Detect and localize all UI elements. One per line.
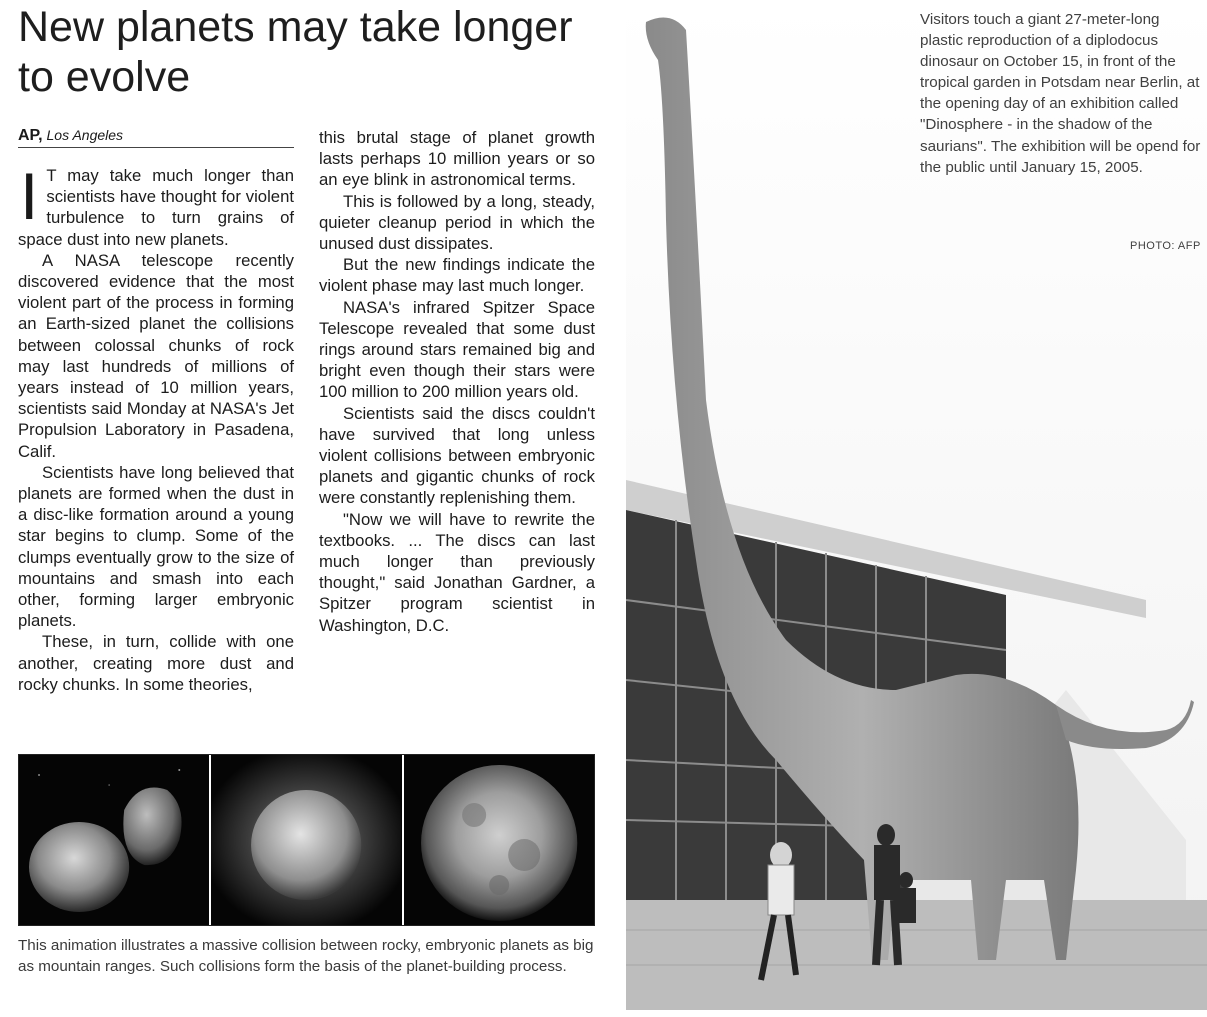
paragraph: Scientists said the discs couldn't have survived that long unless violent collisions between embryonic planets and gigantic chunks of rock were constantly replenishing them.: [319, 403, 595, 508]
paragraph: T may take much longer than scientists have thought for violent turbulence to turn grains of space dust into new planets.: [18, 166, 294, 249]
paragraph: These, in turn, collide with one another, creating more dust and rocky chunks. In some theories,: [18, 632, 294, 694]
byline: [18, 127, 294, 148]
article-column-2: [319, 127, 595, 636]
byline-agency: AP,: [18, 127, 43, 144]
dinosaur-photo-caption: Visitors touch a giant 27-meter-long plastic reproduction of a diplodocus dinosaur on October 15, in front of the tropical garden in Potsdam near Berlin, at the opening day of an exhibition called "Dinosphere - in the shadow of the saurians". The exhibition will be opend for the public until January 15, 2005.: [920, 11, 1201, 176]
planet-collision-photo: [18, 754, 595, 926]
paragraph: this brutal stage of planet growth lasts perhaps 10 million years or so an eye blink in astronomical terms.: [319, 128, 595, 190]
paragraph: Scientists have long believed that planets are formed when the dust in a disc-like formation around a young star begins to clump. Some of the clumps eventually grow to the size of mountains and smash into each other, forming larger embryonic planets.: [18, 462, 294, 631]
paragraph: "Now we will have to rewrite the textbooks. ... The discs can last much longer than previously thought," said Jonathan Gardner, a Spitzer program scientist in Washington, D.C.: [319, 509, 595, 635]
photo-credit: PHOTO: AFP: [1130, 240, 1201, 252]
paragraph: NASA's infrared Spitzer Space Telescope revealed that some dust rings around stars remained big and bright even though their stars were 100 million to 200 million years old.: [319, 297, 595, 402]
drop-cap: I: [20, 159, 39, 233]
article-column-1: [18, 159, 294, 695]
planet-photo-caption: This animation illustrates a massive collision between rocky, embryonic planets as big as mountain ranges. Such collisions form the basis of the planet-building process.: [18, 937, 594, 976]
photo-panel-2: [211, 755, 403, 925]
paragraph: A NASA telescope recently discovered evidence that the most violent part of the process in forming an Earth-sized planet the collisions between colossal chunks of rock may last hundreds of millions of years instead of 10 million years, scientists said Monday at NASA's Jet Propulsion Laboratory in Pasadena, Calif.: [18, 250, 294, 461]
headline: New planets may take longer to evolve: [18, 3, 573, 101]
paragraph: But the new findings indicate the violent phase may last much longer.: [319, 255, 595, 296]
photo-panel-1: [19, 755, 211, 925]
paragraph: This is followed by a long, steady, quieter cleanup period in which the unused dust dissipates.: [319, 191, 595, 254]
byline-city: Los Angeles: [46, 127, 124, 143]
photo-panel-3: [404, 755, 594, 925]
